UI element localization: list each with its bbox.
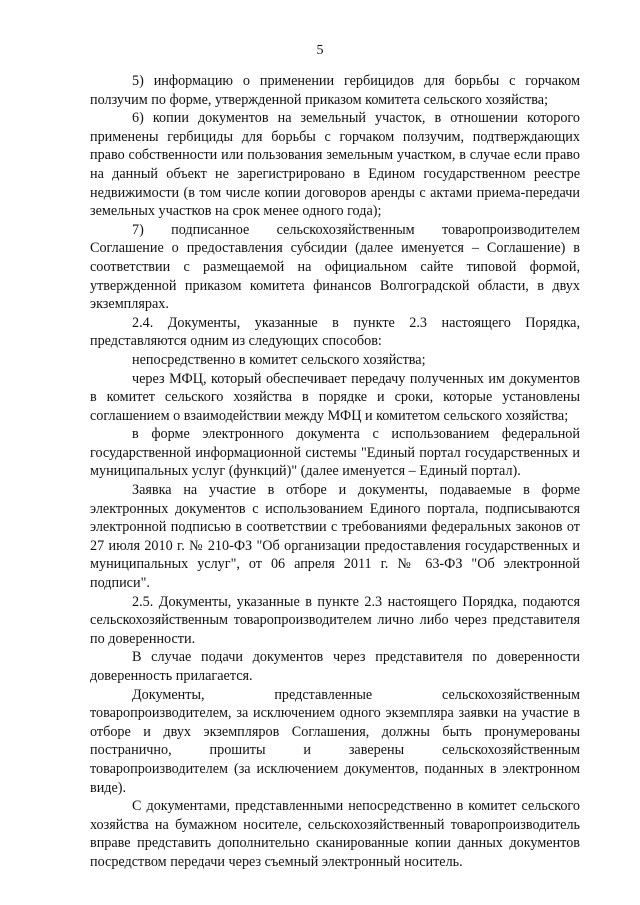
paragraph-numbering-requirements: Документы, представленные сельскохозяйственным товаропроизводителем, за исключением одного экземпляра заявки на участие в отборе и двух экземпляров Соглашения, должны быть пронумерованы постранично, прошиты и заверены сельскохозяйственным товаропроизводителем (за исключением документов, поданных в электронном виде). bbox=[90, 686, 580, 796]
paragraph-electronic-signature: Заявка на участие в отборе и документы, подаваемые в форме электронных документов с использованием Единого портала, подписываются электронной подписью в соответствии с требованиями федеральных законов от 27 июля 2010 г. № 210-ФЗ "Об организации предоставления государственных и муниципальных услуг", от 06 апреля 2011 г. № 63-ФЗ "Об электронной подписи". bbox=[90, 482, 580, 592]
document-body bbox=[90, 72, 580, 872]
paragraph-2-5: 2.5. Документы, указанные в пункте 2.3 настоящего Порядка, подаются сельскохозяйственным товаропроизводителем лично либо через представителя по доверенности. bbox=[90, 593, 580, 647]
paragraph-2-4: 2.4. Документы, указанные в пункте 2.3 настоящего Порядка, представляются одним из следующих способов: bbox=[90, 314, 580, 350]
paragraph-option-electronic: в форме электронного документа с использованием федеральной государственной информационной системы "Единый портал государственных и муниципальных услуг (функций)" (далее именуется – Единый портал). bbox=[90, 426, 580, 480]
paragraph-scanned-copies: С документами, представленными непосредственно в комитет сельского хозяйства на бумажном носителе, сельскохозяйственный товаропроизводитель вправе представить дополнительно сканированные копии данных документов посредством передачи через съемный электронный носитель. bbox=[90, 798, 580, 870]
paragraph-item-5: 5) информацию о применении гербицидов для борьбы с горчаком ползучим по форме, утвержденной приказом комитета сельского хозяйства; bbox=[90, 73, 580, 108]
paragraph-item-6: 6) копии документов на земельный участок, в отношении которого применены гербициды для борьбы с горчаком ползучим, подтверждающих право собственности или пользования земельным участком, в случае если право на данный объект не зарегистрировано в Едином государственном реестре недвижимости (в том числе копии договоров аренды с актами приема-передачи земельных участков на срок менее одного года); bbox=[90, 110, 580, 220]
page-number: 5 bbox=[316, 43, 324, 58]
paragraph-option-mfc: через МФЦ, который обеспечивает передачу полученных им документов в комитет сельского хозяйства в порядке и сроки, которые установлены соглашением о взаимодействии между МФЦ и комитетом сельского хозяйства; bbox=[90, 370, 580, 424]
paragraph-item-7: 7) подписанное сельскохозяйственным товаропроизводителем Соглашение о предоставления субсидии (далее именуется – Соглашение) в соответствии с размещаемой на официальном сайте типовой формой, утвержденной приказом комитета финансов Волгоградской области, в двух экземплярах. bbox=[90, 221, 580, 313]
paragraph-power-of-attorney: В случае подачи документов через представителя по доверенности доверенность прилагается. bbox=[90, 649, 580, 684]
paragraph-option-direct: непосредственно в комитет сельского хозяйства; bbox=[132, 351, 426, 368]
